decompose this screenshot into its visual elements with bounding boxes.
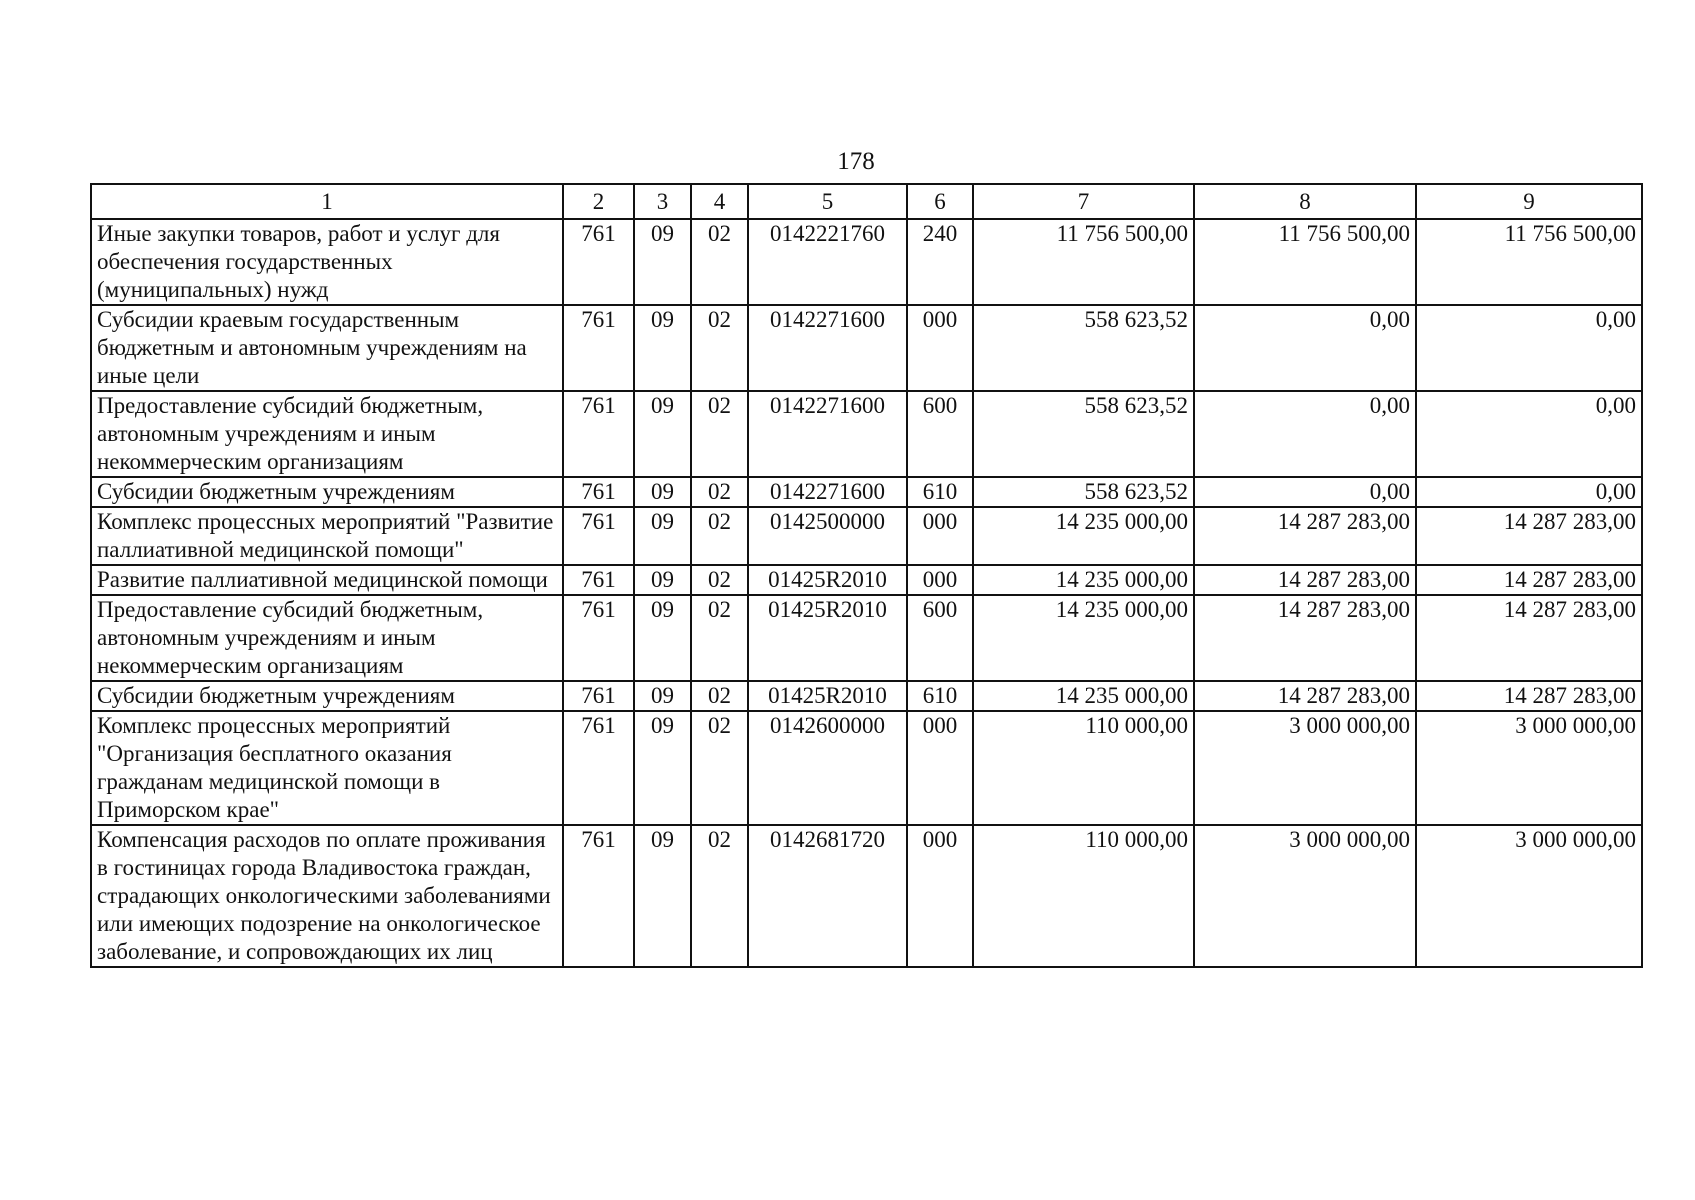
column-header: 5: [748, 184, 907, 219]
ministry-code: 761: [563, 825, 634, 967]
target-article-code: 01425R2010: [748, 681, 907, 711]
table-row: [91, 305, 1642, 391]
amount-col9: 14 287 283,00: [1416, 565, 1642, 595]
amount-col8: 14 287 283,00: [1194, 565, 1416, 595]
table-row: [91, 565, 1642, 595]
amount-col7: 14 235 000,00: [973, 565, 1194, 595]
amount-col8: 3 000 000,00: [1194, 711, 1416, 825]
row-name: Комплекс процессных мероприятий "Организация бесплатного оказания гражданам медицинской помощи в Приморском крае": [91, 711, 563, 825]
row-name: Иные закупки товаров, работ и услуг для обеспечения государственных (муниципальных) нужд: [91, 219, 563, 305]
amount-col8: 14 287 283,00: [1194, 507, 1416, 565]
section-code: 09: [634, 477, 691, 507]
amount-col9: 3 000 000,00: [1416, 825, 1642, 967]
amount-col8: 0,00: [1194, 391, 1416, 477]
subsection-code: 02: [691, 595, 748, 681]
amount-col9: 14 287 283,00: [1416, 507, 1642, 565]
subsection-code: 02: [691, 565, 748, 595]
column-header: 3: [634, 184, 691, 219]
amount-col7: 110 000,00: [973, 825, 1194, 967]
subsection-code: 02: [691, 507, 748, 565]
column-header: 4: [691, 184, 748, 219]
subsection-code: 02: [691, 305, 748, 391]
target-article-code: 01425R2010: [748, 565, 907, 595]
table-row: [91, 391, 1642, 477]
subsection-code: 02: [691, 219, 748, 305]
row-name: Предоставление субсидий бюджетным, автономным учреждениям и иным некоммерческим организациям: [91, 595, 563, 681]
amount-col9: 14 287 283,00: [1416, 681, 1642, 711]
ministry-code: 761: [563, 681, 634, 711]
expense-type-code: 000: [907, 507, 973, 565]
target-article-code: 0142681720: [748, 825, 907, 967]
amount-col8: 14 287 283,00: [1194, 595, 1416, 681]
section-code: 09: [634, 219, 691, 305]
amount-col9: 3 000 000,00: [1416, 711, 1642, 825]
table-row: [91, 477, 1642, 507]
table-row: [91, 825, 1642, 967]
ministry-code: 761: [563, 305, 634, 391]
ministry-code: 761: [563, 477, 634, 507]
section-code: 09: [634, 565, 691, 595]
amount-col9: 0,00: [1416, 305, 1642, 391]
amount-col7: 14 235 000,00: [973, 507, 1194, 565]
expense-type-code: 600: [907, 391, 973, 477]
column-header: 8: [1194, 184, 1416, 219]
column-header: 1: [91, 184, 563, 219]
table-row: [91, 595, 1642, 681]
ministry-code: 761: [563, 565, 634, 595]
ministry-code: 761: [563, 391, 634, 477]
section-code: 09: [634, 711, 691, 825]
section-code: 09: [634, 391, 691, 477]
table-row: [91, 681, 1642, 711]
section-code: 09: [634, 507, 691, 565]
amount-col9: 0,00: [1416, 391, 1642, 477]
column-header: 6: [907, 184, 973, 219]
expense-type-code: 000: [907, 305, 973, 391]
table-row: [91, 711, 1642, 825]
row-name: Компенсация расходов по оплате проживания в гостиницах города Владивостока граждан, страдающих онкологическими заболеваниями или имеющих подозрение на онкологическое заболевание, и сопровождающих их лиц: [91, 825, 563, 967]
section-code: 09: [634, 681, 691, 711]
column-header: 7: [973, 184, 1194, 219]
section-code: 09: [634, 305, 691, 391]
amount-col7: 558 623,52: [973, 391, 1194, 477]
amount-col8: 11 756 500,00: [1194, 219, 1416, 305]
amount-col9: 11 756 500,00: [1416, 219, 1642, 305]
amount-col7: 110 000,00: [973, 711, 1194, 825]
row-name: Развитие паллиативной медицинской помощи: [91, 565, 563, 595]
ministry-code: 761: [563, 219, 634, 305]
target-article-code: 0142500000: [748, 507, 907, 565]
amount-col8: 0,00: [1194, 477, 1416, 507]
page-number: 178: [837, 148, 875, 175]
subsection-code: 02: [691, 711, 748, 825]
budget-table: [90, 183, 1643, 968]
column-header: 9: [1416, 184, 1642, 219]
target-article-code: 0142271600: [748, 477, 907, 507]
column-header: 2: [563, 184, 634, 219]
subsection-code: 02: [691, 681, 748, 711]
amount-col7: 11 756 500,00: [973, 219, 1194, 305]
row-name: Предоставление субсидий бюджетным, автономным учреждениям и иным некоммерческим организациям: [91, 391, 563, 477]
expense-type-code: 000: [907, 565, 973, 595]
target-article-code: 0142271600: [748, 305, 907, 391]
table-header-row: [91, 184, 1642, 219]
subsection-code: 02: [691, 391, 748, 477]
amount-col8: 14 287 283,00: [1194, 681, 1416, 711]
ministry-code: 761: [563, 711, 634, 825]
subsection-code: 02: [691, 477, 748, 507]
expense-type-code: 610: [907, 477, 973, 507]
row-name: Субсидии краевым государственным бюджетным и автономным учреждениям на иные цели: [91, 305, 563, 391]
expense-type-code: 000: [907, 825, 973, 967]
table-row: [91, 219, 1642, 305]
row-name: Субсидии бюджетным учреждениям: [91, 681, 563, 711]
table-row: [91, 507, 1642, 565]
amount-col9: 14 287 283,00: [1416, 595, 1642, 681]
target-article-code: 0142600000: [748, 711, 907, 825]
row-name: Комплекс процессных мероприятий "Развитие паллиативной медицинской помощи": [91, 507, 563, 565]
subsection-code: 02: [691, 825, 748, 967]
target-article-code: 0142221760: [748, 219, 907, 305]
amount-col7: 558 623,52: [973, 305, 1194, 391]
target-article-code: 01425R2010: [748, 595, 907, 681]
ministry-code: 761: [563, 507, 634, 565]
amount-col8: 3 000 000,00: [1194, 825, 1416, 967]
amount-col9: 0,00: [1416, 477, 1642, 507]
expense-type-code: 000: [907, 711, 973, 825]
expense-type-code: 600: [907, 595, 973, 681]
section-code: 09: [634, 595, 691, 681]
amount-col7: 14 235 000,00: [973, 681, 1194, 711]
target-article-code: 0142271600: [748, 391, 907, 477]
amount-col8: 0,00: [1194, 305, 1416, 391]
ministry-code: 761: [563, 595, 634, 681]
expense-type-code: 610: [907, 681, 973, 711]
amount-col7: 14 235 000,00: [973, 595, 1194, 681]
amount-col7: 558 623,52: [973, 477, 1194, 507]
expense-type-code: 240: [907, 219, 973, 305]
section-code: 09: [634, 825, 691, 967]
row-name: Субсидии бюджетным учреждениям: [91, 477, 563, 507]
